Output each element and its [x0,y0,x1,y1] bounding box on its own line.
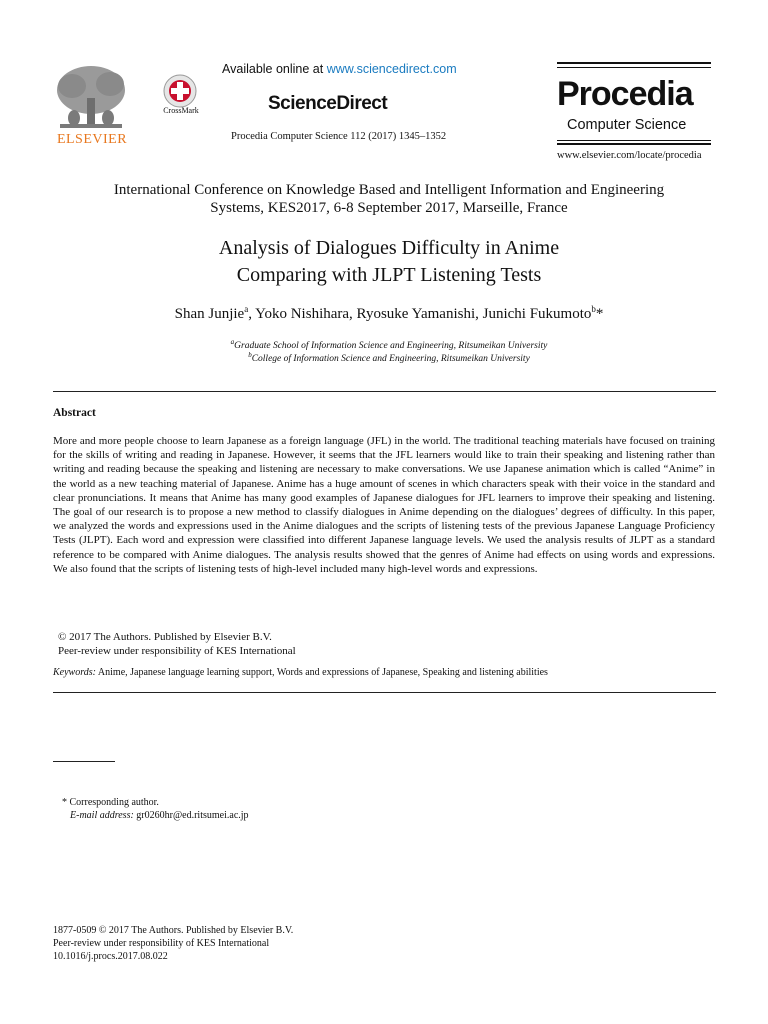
affiliation-b-sup: b [248,351,252,359]
email-label: E-mail address: [70,810,134,821]
email-line [62,809,249,822]
affiliation-b-text: College of Information Science and Engineering, Ritsumeikan University [251,354,530,365]
abstract-top-rule [53,391,716,392]
procedia-bottom-rule [557,140,711,141]
procedia-top-rule-2 [557,67,711,68]
paper-title [60,235,718,289]
footer-issn: 1877-0509 © 2017 The Authors. Published by Elsevier B.V. [53,925,294,936]
procedia-top-rule [557,62,711,64]
author-1-affil: a [244,304,249,314]
footer-doi[interactable]: 10.1016/j.procs.2017.08.022 [53,951,168,962]
page-footer [53,924,293,963]
footer-peer-review: Peer-review under responsibility of KES International [53,938,270,949]
keywords [53,667,548,678]
title-line-1: Analysis of Dialogues Difficulty in Anime [218,237,560,259]
conference-name [60,181,718,217]
crossmark-label: CrossMark [163,106,199,115]
available-prefix: Available online at [222,62,327,76]
procedia-bottom-rule-2 [557,143,711,145]
affiliation-a-sup: a [230,338,235,346]
email-address[interactable]: gr0260hr@ed.ritsumei.ac.jp [133,810,249,821]
sciencedirect-link[interactable]: www.sciencedirect.com [326,62,457,76]
available-online [222,62,457,76]
abstract-copyright: © 2017 The Authors. Published by Elsevier B.V. [58,631,272,643]
journal-url[interactable]: www.elsevier.com/locate/procedia [557,150,702,161]
footnote-rule [53,761,115,762]
elsevier-wordmark: ELSEVIER [56,132,128,147]
keywords-list: Anime, Japanese language learning support, Words and expressions of Japanese, Speaking and listening abilities [95,667,548,678]
journal-citation: Procedia Computer Science 112 (2017) 1345–1352 [231,131,447,142]
title-line-2: Comparing with JLPT Listening Tests [236,264,542,286]
affiliation-b [60,351,718,364]
journal-subtitle: Computer Science [567,117,687,133]
abstract-heading: Abstract [53,407,96,419]
corresponding-author: * Corresponding author. [62,797,159,808]
sciencedirect-wordmark: ScienceDirect [268,93,388,114]
abstract-body: More and more people choose to learn Japanese as a foreign language (JFL) in the world. The traditional teaching materials have focused on training for the skills of writing and reading in Japanese. However, it seems that the JFL learners would like to train their speaking and listening rather than writing and reading because the speaking and listening are necessary to make conversations. We use Japanese animation which is called “Anime” in the world as a new teaching material of Japanese. Anime has a huge amount of scenes in which characters speak with their voice in the standard and clear pronunciations. It means that Anime has many good examples of Japanese dialogues for JFL learners to improve their speaking and listening. The goal of our research is to propose a new method to classify dialogues in Anime depending on the dialogues’ degrees of difficulty. In this paper, we analyzed the words and expressions used in the Anime dialogues and the scripts of listening tests of the previous Japanese Language Proficiency Tests (JLPT). Each word and expression were classified into different Japanese language levels. We used the analysis results of JLPT as a standard reference to be compared with Anime dialogues. The analysis results showed that the genres of Anime had effects on using words and expressions. We also found that the scripts of listening tests of high-level included many high-level words and expressions. [53,435,715,575]
corresponding-footnote [62,796,249,822]
conference-line-2: Systems, KES2017, 6-8 September 2017, Marseille, France [210,200,568,216]
author-last-affil: b [591,304,596,314]
corresponding-mark: * [595,306,604,322]
journal-title: Procedia [557,75,693,113]
author-list [60,304,718,323]
abstract-bottom-rule [53,692,716,693]
affiliation-a [60,338,718,351]
authors-rest: , Yoko Nishihara, Ryosuke Yamanishi, Junichi Fukumoto [248,306,592,322]
conference-line-1: International Conference on Knowledge Based and Intelligent Information and Engineering [113,182,665,198]
keywords-label: Keywords: [53,667,96,678]
abstract-peer-review: Peer-review under responsibility of KES International [58,645,296,657]
affiliation-a-text: Graduate School of Information Science and Engineering, Ritsumeikan University [234,341,548,352]
author-1: Shan Junjie [174,306,245,322]
